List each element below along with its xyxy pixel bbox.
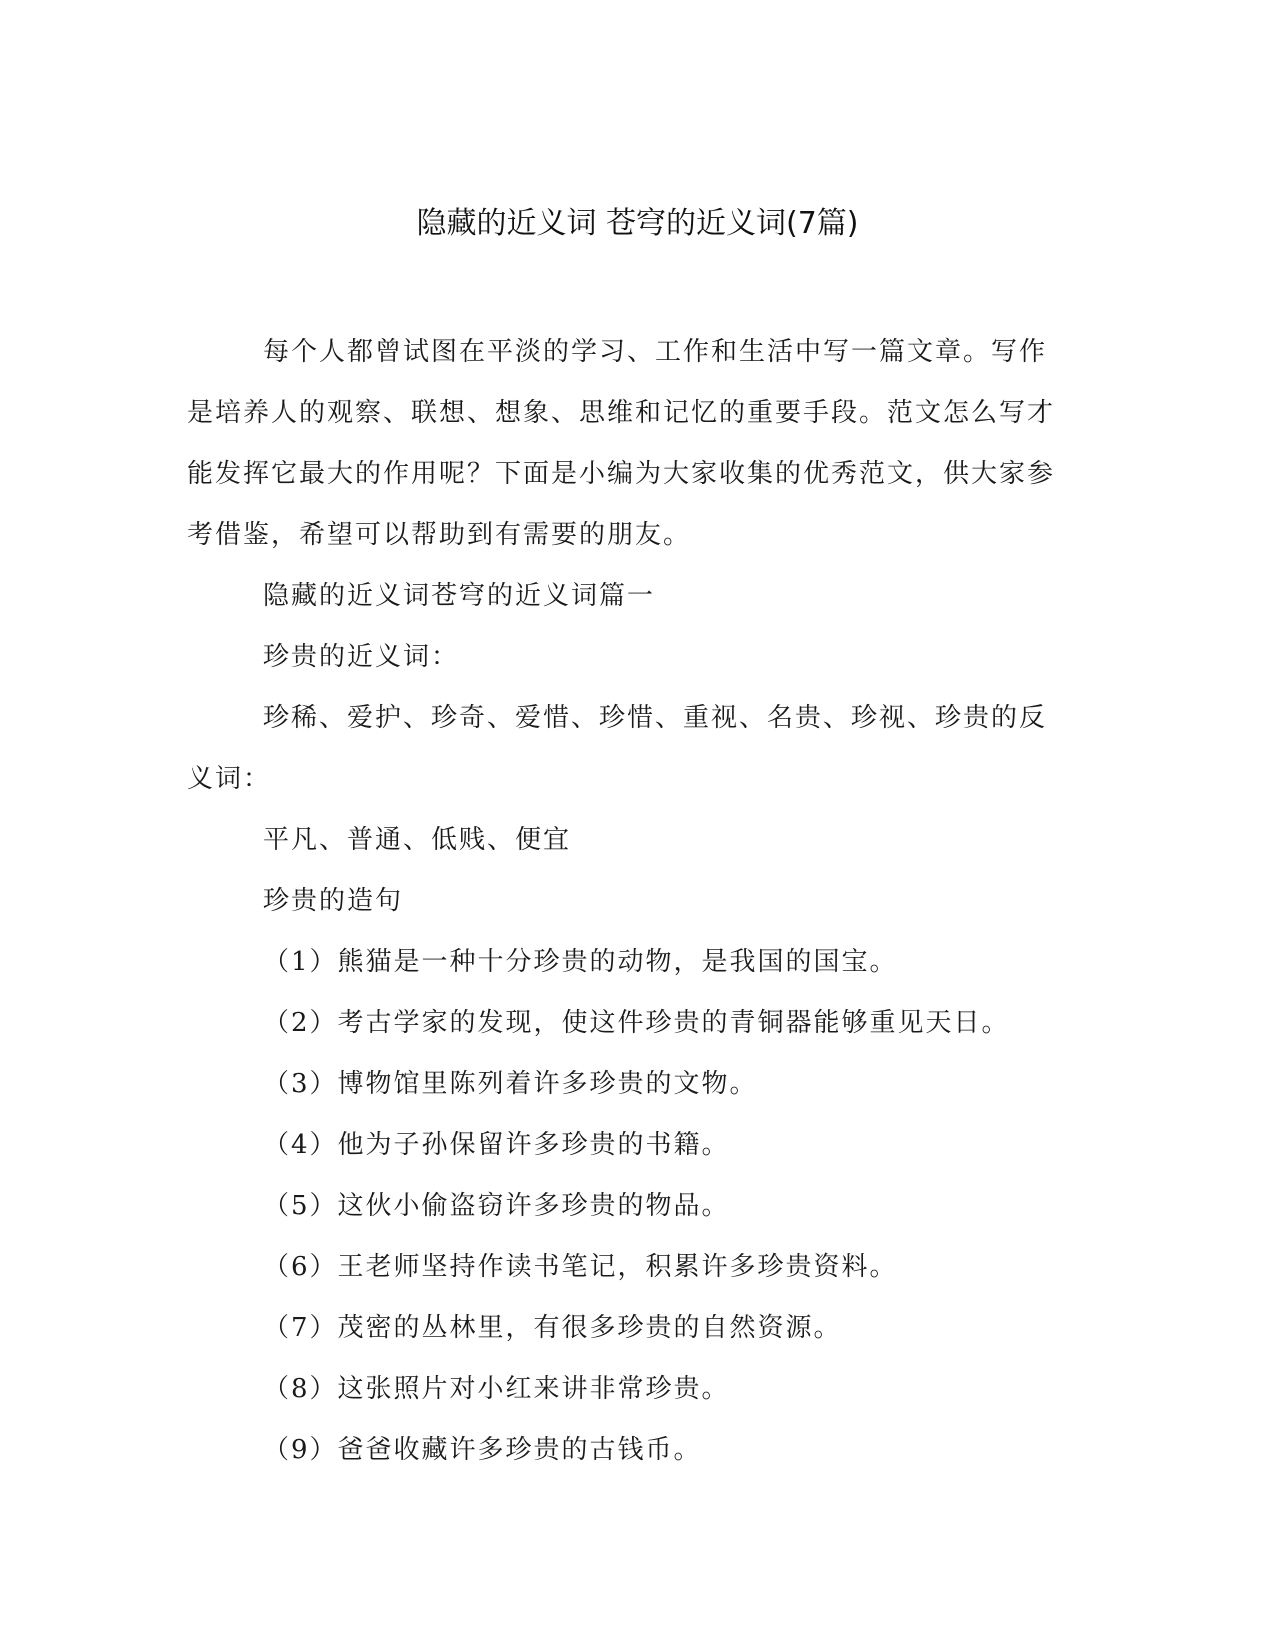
example-sentence: （1）熊猫是一种十分珍贵的动物，是我国的国宝。 — [263, 947, 898, 977]
antonyms-text: 平凡、普通、低贱、便宜 — [263, 825, 572, 855]
example-sentence: （2）考古学家的发现，使这件珍贵的青铜器能够重见天日。 — [263, 1008, 1010, 1038]
synonyms-label: 珍贵的近义词： — [263, 642, 460, 672]
example-sentence: （7）茂密的丛林里，有很多珍贵的自然资源。 — [263, 1313, 842, 1343]
example-sentence: （4）他为子孙保留许多珍贵的书籍。 — [263, 1130, 730, 1160]
intro-paragraph: 每个人都曾试图在平淡的学习、工作和生活中写一篇文章。写作是培养人的观察、联想、想象、思维和记忆的重要手段。范文怎么写才能发挥它最大的作用呢？下面是小编为大家收集的优秀范文，供大家参考借鉴，希望可以帮助到有需要的朋友。 — [187, 337, 1056, 550]
example-sentence: （5）这伙小偷盗窃许多珍贵的物品。 — [263, 1191, 730, 1221]
example-sentence: （6）王老师坚持作读书笔记，积累许多珍贵资料。 — [263, 1252, 898, 1282]
document-body — [187, 322, 1067, 1481]
section-heading: 隐藏的近义词苍穹的近义词篇一 — [263, 581, 656, 611]
sentences-label: 珍贵的造句 — [263, 886, 404, 916]
example-sentence: （3）博物馆里陈列着许多珍贵的文物。 — [263, 1069, 758, 1099]
example-sentence: （8）这张照片对小红来讲非常珍贵。 — [263, 1374, 730, 1404]
synonyms-text: 珍稀、爱护、珍奇、爱惜、珍惜、重视、名贵、珍视、珍贵的反义词： — [187, 703, 1048, 794]
document-title: 隐藏的近义词 苍穹的近义词(7篇) — [416, 206, 859, 241]
example-sentence: （9）爸爸收藏许多珍贵的古钱币。 — [263, 1435, 702, 1465]
